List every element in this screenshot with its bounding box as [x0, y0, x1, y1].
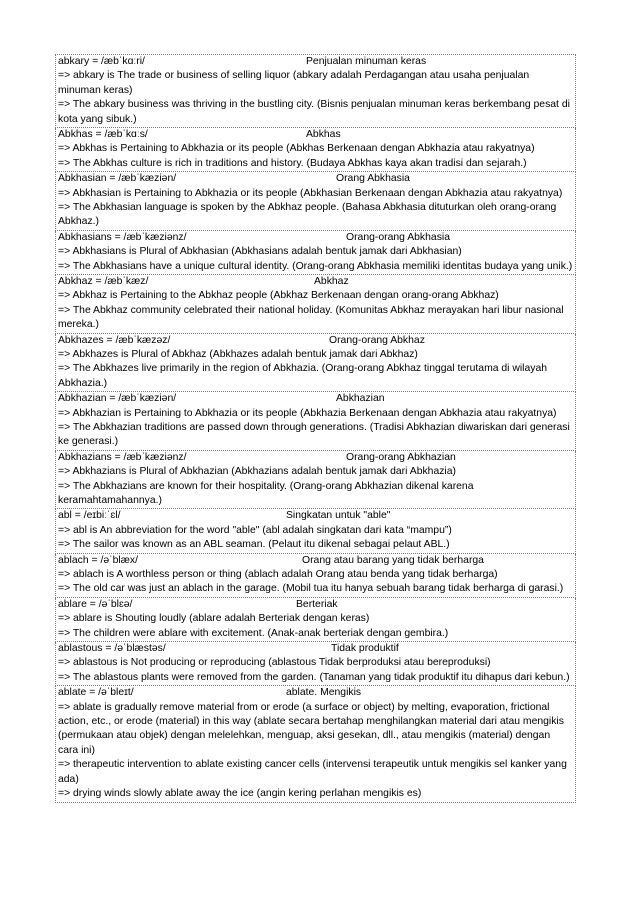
headword: Abkhazian = /æbˈkæziən/: [58, 393, 177, 405]
translation: Singkatan untuk "able": [286, 510, 391, 522]
headword: ablastous = /əˈblæstəs/: [58, 643, 166, 655]
definition-line: => Abkhaz is Pertaining to the Abkhaz people (Abkhaz Berkenaan dengan orang-orang Abkhaz): [58, 290, 499, 302]
dictionary-entry: [55, 642, 576, 686]
definition-line: => Abkhas is Pertaining to Abkhazia or its people (Abkhas Berkenaan dengan Abkhazia atau rakyatnya): [58, 143, 535, 155]
definition-line: => ablastous is Not producing or reproducing (ablastous Tidak berproduksi atau bereproduksi): [58, 657, 491, 669]
entry-header: [58, 451, 573, 465]
translation: Orang atau barang yang tidak berharga: [302, 554, 484, 566]
headword: Abkhaz = /æbˈkæz/: [58, 276, 149, 288]
headword: Abkhasian = /æbˈkæziən/: [58, 173, 177, 185]
entry-header: [58, 598, 573, 612]
translation: Orang-orang Abkhasia: [346, 231, 450, 243]
entry-header: [58, 509, 573, 523]
entry-header: [58, 334, 573, 348]
translation: Orang Abkhasia: [336, 173, 410, 185]
headword: abl = /eɪbiːˈɛl/: [58, 510, 121, 522]
dictionary-entry: [55, 554, 576, 598]
example-line: => The sailor was known as an ABL seaman. (Pelaut itu dikenal sebagai pelaut ABL.): [58, 539, 450, 551]
translation: ablate. Mengikis: [286, 687, 362, 699]
definition-line: => ablate is gradually remove material from or erode (a surface or object) by melting, evaporation, frictional action, etc., or erode (material) in this way (ablate secara bertahap menghilangkan material dari atau mengikis (permukaan atau objek) dengan melelehkan, menguap, aksi gesekan, dll., atau mengikis (material) dengan cara ini): [58, 701, 564, 756]
headword: Abkhazes = /æbˈkæzəz/: [58, 334, 171, 346]
definition-line: => ablare is Shouting loudly (ablare adalah Berteriak dengan keras): [58, 613, 370, 625]
example-line: => The Abkhazians are known for their hospitality. (Orang-orang Abkhazian dikenal karena keramahtamahannya.): [58, 480, 474, 507]
headword: ablare = /əˈblɛə/: [58, 598, 133, 610]
entry-header: [58, 172, 573, 186]
example-line: => The abkary business was thriving in the bustling city. (Bisnis penjualan minuman keras berkembang pesat di kota yang sibuk.): [58, 99, 570, 125]
entry-header: [58, 686, 573, 700]
entry-header: [58, 55, 573, 69]
entry-header: [58, 642, 573, 656]
entry-header: [58, 231, 573, 245]
translation: Tidak produktif: [331, 643, 399, 655]
definition-line: => Abkhazians is Plural of Abkhazian (Abkhazians adalah bentuk jamak dari Abkhazia): [58, 466, 456, 478]
entry-header: [58, 128, 573, 142]
example-line: => The Abkhasian language is spoken by the Abkhaz people. (Bahasa Abkhasia dituturkan oleh orang-orang Abkhaz.): [58, 202, 557, 228]
example-line: => The Abkhaz community celebrated their national holiday. (Komunitas Abkhaz merayakan hari libur nasional mereka.): [58, 304, 564, 331]
dictionary-entry: [55, 598, 576, 642]
headword: ablach = /əˈblæx/: [58, 554, 138, 566]
translation: Penjualan minuman keras: [306, 56, 427, 67]
headword: abkary = /æbˈkɑːri/: [58, 56, 145, 67]
example-line: => The children were ablare with excitement. (Anak-anak berteriak dengan gembira.): [58, 627, 449, 639]
entry-header: [58, 554, 573, 568]
dictionary-entry: [55, 231, 576, 275]
dictionary-entry: [55, 54, 576, 128]
translation: Orang-orang Abkhazian: [346, 451, 456, 463]
example-line: => The Abkhasians have a unique cultural identity. (Orang-orang Abkhasia memiliki identitas budaya yang unik.): [58, 260, 573, 272]
example-line: => therapeutic intervention to ablate existing cancer cells (intervensi terapeutik untuk mengikis sel kanker yang ada): [58, 759, 567, 785]
definition-line: => abl is An abbreviation for the word "able" (abl adalah singkatan dari kata “mampu”): [58, 524, 452, 536]
translation: Abkhazian: [336, 393, 385, 405]
example-line: => The ablastous plants were removed from the garden. (Tanaman yang tidak produktif itu dihapus dari kebun.): [58, 671, 570, 683]
example-line: => The old car was just an ablach in the garage. (Mobil tua itu hanya sebuah barang tidak berharga di garasi.): [58, 583, 564, 595]
definition-line: => Abkhazian is Pertaining to Abkhazia or its people (Abkhazia Berkenaan dengan Abkhazia atau rakyatnya): [58, 407, 557, 419]
definition-line: => abkary is The trade or business of selling liquor (abkary adalah Perdagangan atau usaha penjualan minuman keras): [58, 70, 530, 96]
definition-line: => Abkhasian is Pertaining to Abkhazia or its people (Abkhasian Berkenaan dengan Abkhazia atau rakyatnya): [58, 187, 563, 199]
entry-header: [58, 275, 573, 289]
translation: Abkhaz: [314, 276, 349, 288]
example-line: => The Abkhazian traditions are passed down through generations. (Tradisi Abkhazian diwariskan dari generasi ke generasi.): [58, 422, 570, 448]
dictionary-entry: [55, 509, 576, 553]
translation: Berteriak: [296, 598, 338, 610]
translation: Orang-orang Abkhaz: [329, 334, 425, 346]
dictionary-entry: [55, 275, 576, 334]
entry-header: [58, 392, 573, 406]
dictionary-entry: [55, 686, 576, 802]
dictionary-entry: [55, 172, 576, 231]
dictionary-page: [55, 54, 576, 803]
dictionary-entry: [55, 392, 576, 451]
example-line: => The Abkhas culture is rich in traditions and history. (Budaya Abkhas kaya akan tradisi dan sejarah.): [58, 157, 527, 169]
definition-line: => Abkhazes is Plural of Abkhaz (Abkhazes adalah bentuk jamak dari Abkhaz): [58, 349, 418, 361]
example-line: => drying winds slowly ablate away the ice (angin kering perlahan mengikis es): [58, 788, 422, 800]
definition-line: => Abkhasians is Plural of Abkhasian (Abkhasians adalah bentuk jamak dari Abkhasian): [58, 246, 462, 258]
example-line: => The Abkhazes live primarily in the region of Abkhazia. (Orang-orang Abkhaz tinggal terutama di wilayah Abkhazia.): [58, 363, 548, 389]
translation: Abkhas: [306, 129, 341, 141]
definition-line: => ablach is A worthless person or thing (ablach adalah Orang atau benda yang tidak berharga): [58, 569, 498, 581]
headword: Abkhas = /æbˈkɑːs/: [58, 129, 148, 141]
headword: ablate = /əˈbleɪt/: [58, 687, 134, 699]
headword: Abkhasians = /æbˈkæziənz/: [58, 231, 187, 243]
dictionary-entry: [55, 334, 576, 393]
dictionary-entry: [55, 451, 576, 510]
headword: Abkhazians = /æbˈkæziənz/: [58, 451, 187, 463]
dictionary-entry: [55, 128, 576, 172]
